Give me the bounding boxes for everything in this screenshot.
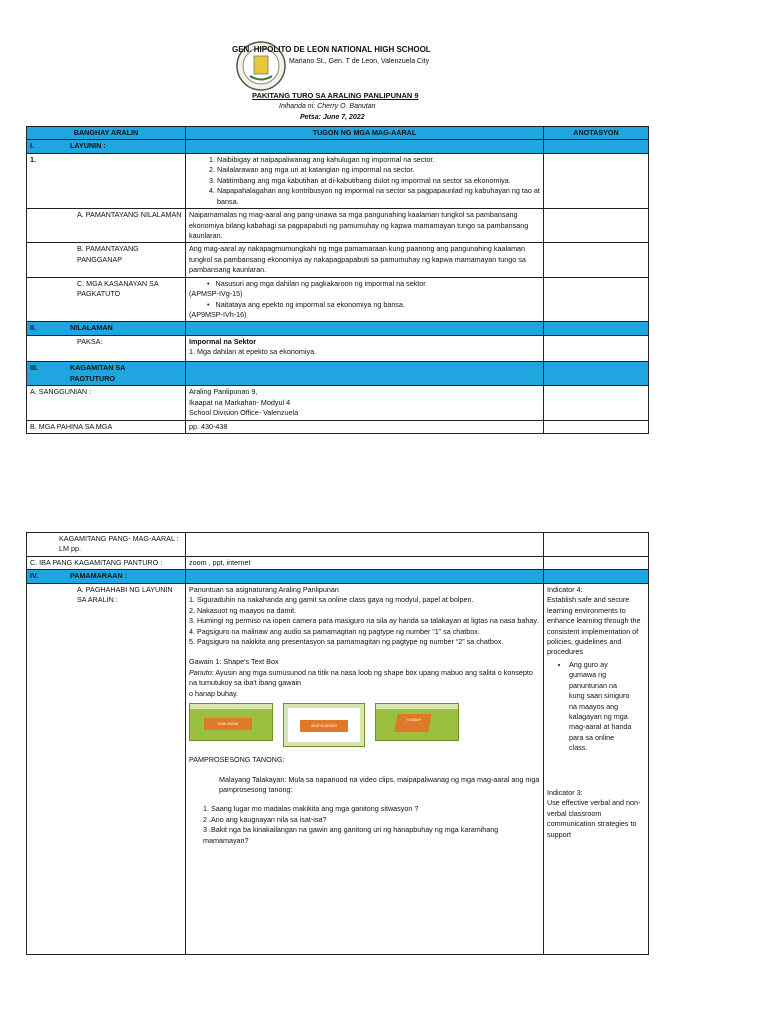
section-nilalaman: II. NILALAMAN [27, 322, 186, 335]
activity-picture: KARLANDIA [189, 703, 273, 741]
label-kagamitang-mag-aaral: KAGAMITANG PANG- MAG-AARAL : LM pp. [27, 533, 186, 557]
header-tugon: TUGON NG MGA MAG-AARAL [186, 127, 544, 140]
kasanayan-item: • Naitataya ang epekto ng impormal sa ekonomiya ng bansa. [207, 299, 405, 309]
kasanayan-code: (AP9MSP-IVh-16) [189, 310, 247, 319]
school-name: GEN. HIPOLITO DE LEON NATIONAL HIGH SCHOOL [232, 45, 431, 54]
malayang-talakayan: Malayang Talakayan: Mula sa napanuod na video clips, maipapaliwanag ng mga mag-aaral ang mga pamprosesong tanong: [219, 774, 540, 794]
kasanayan-item: • Nasusuri ang mga dahilan ng pagkakaroon ng impormal na sektor [207, 278, 426, 288]
indicator-4-title: Indicator 4: [547, 584, 583, 594]
objective-item: 2. Nailalarawan ang mga uri at katangian ng impormal na sector. [217, 165, 540, 175]
activity-picture: YCABUP [375, 703, 459, 741]
indicator-3-title: Indicator 3: [547, 787, 583, 797]
section-kagamitan: III. KAGAMITAN SA PAGTUTURO [27, 362, 186, 386]
lesson-plan-table-2 [26, 532, 649, 955]
section-pamamaraan: IV. PAMAMARAAN : [27, 570, 186, 583]
prepared-by: Inihanda ni: Cherry O. Banutan [279, 103, 376, 110]
school-address: Mariano St., Gen. T de Leon, Valenzuela City [289, 58, 430, 65]
text-pahina: pp. 430-438 [186, 420, 544, 433]
label-kasanayan: C. MGA KASANAYAN SA PAGKATUTO [27, 277, 186, 322]
rule-item: 4. Pagsiguro na malinaw ang audio sa pamamagitan ng pagtype ng number “1” sa chatbox. [189, 626, 480, 636]
header-banghay: BANGHAY ARALIN [27, 127, 186, 140]
text-sanggunian: Araling Panlipunan 9, Ikaapat na Markahan- Modyul 4 School Division Office- Valenzuela [186, 386, 544, 420]
objective-item: 1. Naibibigay at naipapaliwanag ang kahulugan ng impormal na sector. [217, 155, 540, 165]
rule-item: 3. Humingi ng permiso na iopen camera para masiguro na sila ay handa sa talakayan at ligtas na nasa bahay. [189, 616, 539, 626]
label-paksa: PAKSA: [27, 335, 186, 361]
rule-item: 2. Nakasuot ng maayos na damit. [189, 605, 297, 615]
indicator-4-bullet: • Ang guro ay gumawa ng panuntunan na kung saan siniguro na maayos ang kalagayan ng mga mag-aaral at handa para sa online class. [569, 660, 645, 754]
plan-title: PAKITANG TURO SA ARALING PANLIPUNAN 9 [252, 91, 419, 100]
activity-picture: AKOPIS ADUER [283, 703, 365, 747]
text-paksa: Impormal na Sektor 1. Mga dahilan at epekto sa ekonomiya. [186, 335, 544, 361]
panuto-cont: o hanap buhay. [189, 688, 239, 698]
rule-item: 5. Pagsiguro na nakikita ang presentasyon sa pamamagitan ng pagtype ng number “2” sa chatbox. [189, 636, 504, 646]
header-anotasyon: ANOTASYON [544, 127, 649, 140]
kasanayan-code: (APMSP-IVg-15) [189, 289, 243, 299]
text-pamantayang-nilalaman: Naipamamalas ng mag-aaral ang pang-unawa sa mga pangunahing kaalaman tungkol sa pambansang ekonomiya bilang kabahagi sa pagpapabuti ng pamumuhay ng kapwa mamamayan tungo sa pambansang kaunlaran. [186, 209, 544, 243]
rules-title: Panuntuan sa asignaturang Araling Panlipunan [189, 584, 339, 594]
panuto: Panuto: Ayusin ang mga sumusunod na titik na nasa loob ng shape box upang mabuo ang salita o konsepto na tumutukoy sa iba't ibang gawain [189, 667, 533, 688]
pamamaraan-content [186, 583, 544, 954]
gawain-title: Gawain 1: Shape's Text Box [189, 657, 279, 667]
label-iba-pang-kagamitan: C. IBA PANG KAGAMITANG PANTURO : [27, 556, 186, 569]
activity-pictures [189, 703, 540, 747]
label-pamantayang-nilalaman: A. PAMANTAYANG NILALAMAN [27, 209, 186, 243]
kasanayan-list [186, 277, 544, 322]
rule-item: 1. Siguraduhin na nakahanda ang gamit sa online class gaya ng modyul, papel at bolpen. [189, 595, 474, 605]
question-item: 3 .Bakit nga ba kinakailangan na gawin ang ganitong uri ng hanapbuhay ng mga karamihang mamamayan? [203, 825, 499, 845]
plan-date: Petsa: June 7, 2022 [300, 114, 365, 121]
indicator-3-text: Use effective verbal and non-verbal classroom communication strategies to support [547, 798, 641, 839]
label-pahina: B. MGA PAHINA SA MGA [27, 420, 186, 433]
indicator-4-text: Establish safe and secure learning environments to enhance learning through the consistent implementation of policies, guidelines and procedures [547, 595, 641, 657]
label-paghahabi: A. PAGHAHABI NG LAYUNIN SA ARALIN : [27, 583, 186, 954]
question-item: 2 .Ano ang kaugnayan nila sa isat-isa? [203, 814, 327, 824]
text-pamantayang-pangganap: Ang mag-aaral ay nakapagmumungkahi ng mga pamamaraan kung paanong ang pangunahing kaalaman tungkol sa pambansang ekonomiya ay nakapagpapabuti sa pamumuhay ng kapwa mamamayan tungo sa pambansang kaunlaran. [186, 243, 544, 277]
annotation-cell [544, 583, 649, 954]
pamprosesong-title: PAMPROSESONG TANONG: [189, 755, 285, 765]
section-layunin: I. LAYUNIN : [27, 140, 186, 153]
question-item: 1. Saang lugar mo madalas makikita ang mga ganitong sitwasyon ? [203, 804, 419, 814]
row-objectives-label: 1. [27, 153, 186, 208]
text-iba-pang-kagamitan: zoom , ppt, internet [186, 556, 544, 569]
objectives-list [186, 153, 544, 208]
label-pamantayang-pangganap: B. PAMANTAYANG PANGGANAP [27, 243, 186, 277]
objective-item: 3. Natitimbang ang mga kabutihan at di-kabutihang dulot ng impormal na sector sa ekonomiya. [217, 176, 540, 186]
lesson-plan-table-1 [26, 126, 649, 434]
objective-item: 4. Napapahalagahan ang kontribusyon ng impormal na sector sa pagpapaunlad ng kabuhayan ng tao at bansa. [217, 186, 540, 207]
label-sanggunian: A. SANGGUNIAN : [27, 386, 186, 420]
